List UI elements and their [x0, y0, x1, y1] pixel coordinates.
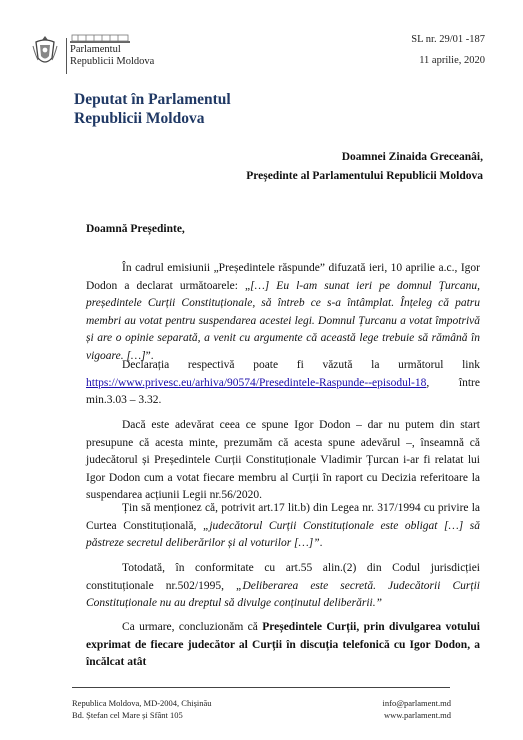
p4-intro: Țin să menționez că, potrivit art.17 lit.b) din Legea nr. 317/1994 cu privire la Curtea Constituțională, — [86, 502, 480, 532]
p1-intro: În cadrul emisiunii „Președintele răspunde” difuzată ieri, 10 aprilie a.c., Igor Dodon a declarat următoarele: „ — [86, 262, 480, 292]
parliament-building-icon — [70, 33, 130, 43]
p1-quote: […] Eu l-am sunat ieri pe domnul Țurcanu, președintele Curții Constituționale, să întreb ce s-a întâmplat. Înțeleg că patru membri au votat pentru suspendarea acestei legi. Domnul Țurcanu a votat împotrivă și are o opinie separată, a venit cu argumente că această lege trebuie să rămână în vigoare. […] — [86, 279, 480, 362]
salutation: Doamnă Președinte, — [86, 223, 185, 235]
footer-address — [72, 697, 212, 721]
deputy-line-1: Deputat în Parlamentul — [74, 91, 231, 108]
paragraph-6 — [86, 619, 480, 672]
paragraph-4 — [86, 500, 480, 553]
institution-line-2: Republicii Moldova — [70, 56, 155, 67]
letter-date: 11 aprilie, 2020 — [419, 55, 485, 66]
paragraph-2 — [86, 357, 480, 410]
addressee — [246, 148, 483, 186]
p2-intro: Declarația respectivă poate fi văzută la următorul link — [122, 359, 480, 371]
deputy-line-2: Republicii Moldova — [74, 110, 205, 127]
footer-address-line-2: Bd. Ștefan cel Mare și Sfânt 105 — [72, 710, 183, 720]
deputy-heading — [74, 90, 231, 128]
footer-address-line-1: Republica Moldova, MD-2004, Chișinău — [72, 698, 212, 708]
p4-end: . — [319, 537, 323, 549]
p6-bold: Președintele Curții, prin divulgarea votului exprimat de fiecare judecător al Curții în discuția telefonică cu Igor Dodon, a încălcat atât — [86, 621, 480, 668]
p5-quote: „Deliberarea este secretă. Judecătorii Curții Constituționale nu au dreptul să divulge conținutul deliberării.” — [86, 579, 480, 609]
p6-intro: Ca urmare, concluzionăm că — [122, 621, 263, 633]
footer-divider — [72, 687, 450, 688]
p4-quote: „judecătorul Curții Constituționale este obligat […] să păstreze secretul deliberărilor și al voturilor […]” — [86, 519, 480, 549]
p1-end: ”. — [145, 349, 154, 362]
paragraph-5 — [86, 560, 480, 613]
paragraph-1 — [86, 260, 480, 365]
footer-website[interactable]: www.parlament.md — [384, 710, 451, 720]
addressee-line-2: Președinte al Parlamentului Republicii Moldova — [246, 170, 483, 182]
p5-intro: Totodată, în conformitate cu art.55 alin.(2) din Codul jurisdicției constituționale nr.502/1995, — [86, 562, 480, 592]
p3-text: Dacă este adevărat ceea ce spune Igor Dodon – dar nu putem din start presupune că acesta minte, prezumăm că acesta spune adevărul –, înseamnă că judecătorul și Președintele Curții Constituționale Vladimir Țurcan i-ar fi relatat lui Igor Dodon cum a votat fiecare membru al Curții în raport cu Decizia referitoare la suspendarea acțiunii Legii nr.56/2020. — [86, 419, 480, 501]
footer-email[interactable]: info@parlament.md — [382, 698, 451, 708]
coat-of-arms-icon — [32, 34, 58, 68]
p2-end: , între min.3.03 – 3.32. — [86, 376, 480, 406]
addressee-line-1: Doamnei Zinaida Greceanâi, — [341, 151, 483, 163]
institution-line-1: Parlamentul — [70, 44, 121, 55]
video-link[interactable]: https://www.privesc.eu/arhiva/90574/Presedintele-Raspunde--episodul-18 — [86, 376, 427, 389]
letterhead-divider — [66, 38, 67, 74]
institution-name — [70, 44, 154, 68]
footer-contacts — [383, 697, 452, 721]
paragraph-3 — [86, 417, 480, 505]
reference-number: SL nr. 29/01 -187 — [411, 34, 485, 45]
